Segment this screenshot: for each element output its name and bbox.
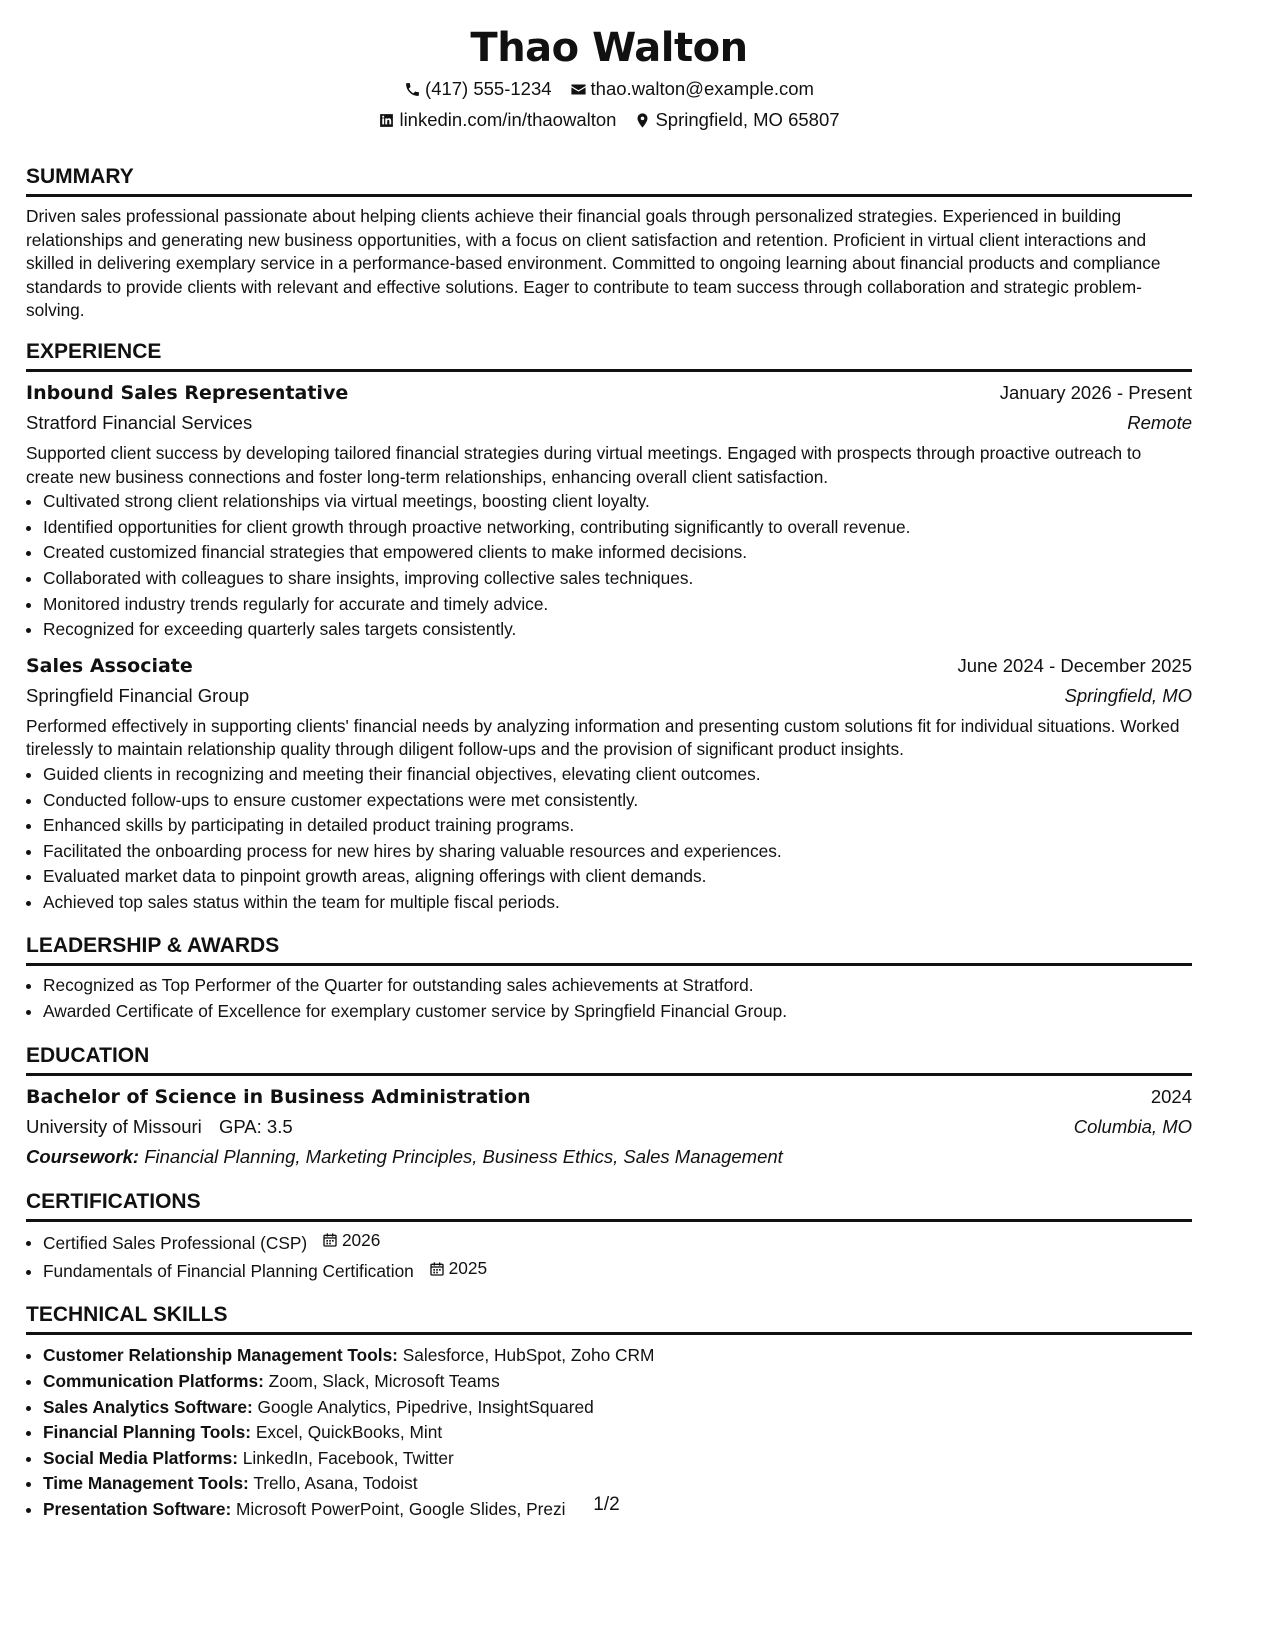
summary-section (26, 164, 1192, 323)
job-description: Performed effectively in supporting clients' financial needs by analyzing information and presenting custom solutions fit for individual situations. Worked tirelessly to maintain relationship quality through diligent follow-ups and the provision of significant product insights. (26, 715, 1180, 760)
cert-year: 2025 (448, 1258, 488, 1279)
calendar-icon (322, 1232, 338, 1248)
list-item (43, 1343, 1192, 1369)
job-location: Remote (1127, 411, 1192, 433)
contact-line-2 (26, 109, 1192, 131)
degree-title: Bachelor of Science in Business Administration (26, 1085, 531, 1108)
skills-section (26, 1302, 1192, 1522)
job-company: Stratford Financial Services (26, 411, 253, 433)
location-contact (634, 109, 839, 131)
location-text: Springfield, MO 65807 (655, 109, 840, 130)
skill-value: Microsoft PowerPoint, Google Slides, Prezi (236, 1499, 566, 1519)
job-location: Springfield, MO (1064, 684, 1192, 706)
section-title-summary: SUMMARY (26, 164, 1192, 197)
section-title-education: EDUCATION (26, 1043, 1192, 1076)
list-item (43, 1369, 1192, 1395)
coursework-line (26, 1143, 1192, 1171)
skill-label: Social Media Platforms: (43, 1447, 238, 1468)
list-item: • Guided clients in recognizing and meeting their financial objectives, elevating client outcomes. (43, 762, 1192, 788)
skill-value: Salesforce, HubSpot, Zoho CRM (402, 1345, 655, 1366)
education-section (26, 1043, 1192, 1171)
school-name: University of Missouri (26, 1115, 202, 1137)
list-item: • Awarded Certificate of Excellence for exemplary customer service by Springfield Financial Group. (43, 999, 1192, 1025)
job-entry (26, 380, 1192, 643)
page-number: 1/2 (593, 1494, 620, 1515)
list-item (43, 1228, 1192, 1256)
skill-value: Excel, QuickBooks, Mint (255, 1422, 443, 1443)
list-item: • Monitored industry trends regularly for accurate and timely advice. (43, 592, 1192, 618)
calendar-icon (429, 1261, 445, 1277)
list-item (43, 1395, 1192, 1421)
certifications-section (26, 1189, 1192, 1285)
skill-label: Presentation Software: (43, 1499, 232, 1519)
skill-label: Customer Relationship Management Tools: (43, 1345, 398, 1366)
list-item: • Created customized financial strategies that empowered clients to make informed decisions. (43, 540, 1192, 566)
skill-label: Communication Platforms: (43, 1371, 264, 1392)
envelope-icon (570, 81, 587, 98)
map-pin-icon (634, 112, 651, 129)
skill-label: Time Management Tools: (43, 1473, 249, 1494)
coursework-list: Financial Planning, Marketing Principles, Business Ethics, Sales Management (144, 1145, 783, 1167)
section-title-experience: EXPERIENCE (26, 339, 1192, 372)
job-title: Inbound Sales Representative (26, 381, 349, 404)
list-item: • Recognized as Top Performer of the Quarter for outstanding sales achievements at Stratford. (43, 973, 1192, 999)
job-title: Sales Associate (26, 654, 193, 677)
experience-section (26, 339, 1192, 916)
gpa-value: GPA: 3.5 (218, 1115, 293, 1137)
section-title-leadership: LEADERSHIP & AWARDS (26, 933, 1192, 966)
phone-icon (404, 81, 421, 98)
coursework-label: Coursework: (26, 1145, 140, 1167)
skill-value: LinkedIn, Facebook, Twitter (242, 1447, 454, 1468)
list-item: • Facilitated the onboarding process for new hires by sharing valuable resources and experiences. (43, 839, 1192, 865)
email-contact[interactable] (570, 78, 814, 100)
list-item (43, 1256, 1192, 1284)
job-bullets (26, 489, 1192, 643)
school-location: Columbia, MO (1073, 1115, 1192, 1137)
list-item: • Collaborated with colleagues to share insights, improving collective sales techniques. (43, 566, 1192, 592)
leadership-section (26, 933, 1192, 1024)
skill-value: Trello, Asana, Todoist (253, 1473, 418, 1494)
linkedin-text: linkedin.com/in/thaowalton (399, 109, 617, 130)
list-item (43, 1446, 1192, 1472)
list-item: • Conducted follow-ups to ensure customer expectations were met consistently. (43, 788, 1192, 814)
list-item: • Enhanced skills by participating in detailed product training programs. (43, 813, 1192, 839)
section-title-skills: TECHNICAL SKILLS (26, 1302, 1192, 1335)
phone-text: (417) 555-1234 (425, 78, 552, 99)
job-bullets (26, 762, 1192, 916)
certifications-list (26, 1228, 1192, 1285)
job-company: Springfield Financial Group (26, 684, 250, 706)
skill-value: Zoom, Slack, Microsoft Teams (268, 1371, 500, 1392)
linkedin-contact[interactable] (378, 109, 616, 131)
contact-line-1 (26, 78, 1192, 100)
list-item: • Recognized for exceeding quarterly sales targets consistently. (43, 617, 1192, 643)
list-item: • Identified opportunities for client growth through proactive networking, contributing significantly to overall revenue. (43, 515, 1192, 541)
cert-year: 2026 (341, 1229, 381, 1250)
list-item (43, 1420, 1192, 1446)
job-dates: January 2026 - Present (999, 381, 1192, 403)
job-entry (26, 653, 1192, 916)
email-text: thao.walton@example.com (590, 78, 814, 99)
summary-text: Driven sales professional passionate about helping clients achieve their financial goals through personalized strategies. Experienced in building relationships and generating new business opportunities, with a focus on client satisfaction and retention. Proficient in virtual client interactions and skilled in delivering exemplary service in a performance-based environment. Committed to ongoing learning about financial products and compliance standards to provide clients with relevant and effective solutions. Eager to contribute to team success through collaboration and strategic problem-solving. (26, 206, 1161, 321)
skill-label: Financial Planning Tools: (43, 1422, 252, 1443)
job-description: Supported client success by developing tailored financial strategies during virtual meetings. Engaged with prospects through proactive outreach to create new business connections and foster long-term relationships, enhancing overall client satisfaction. (26, 442, 1142, 487)
skill-label: Sales Analytics Software: (43, 1396, 253, 1417)
list-item: • Evaluated market data to pinpoint growth areas, aligning offerings with client demands. (43, 864, 1192, 890)
candidate-name: Thao Walton (470, 25, 748, 71)
leadership-list (26, 973, 1192, 1024)
phone-contact[interactable] (404, 78, 552, 100)
list-item: • Achieved top sales status within the team for multiple fiscal periods. (43, 890, 1192, 916)
cert-name: Fundamentals of Financial Planning Certification (43, 1260, 414, 1281)
list-item: • Cultivated strong client relationships via virtual meetings, boosting client loyalty. (43, 489, 1192, 515)
cert-name: Certified Sales Professional (CSP) (43, 1232, 308, 1253)
linkedin-icon (378, 112, 395, 129)
graduation-year: 2024 (1150, 1085, 1192, 1107)
job-dates: June 2024 - December 2025 (957, 654, 1192, 676)
skill-value: Google Analytics, Pipedrive, InsightSquared (257, 1396, 594, 1417)
section-title-certifications: CERTIFICATIONS (26, 1189, 1192, 1222)
